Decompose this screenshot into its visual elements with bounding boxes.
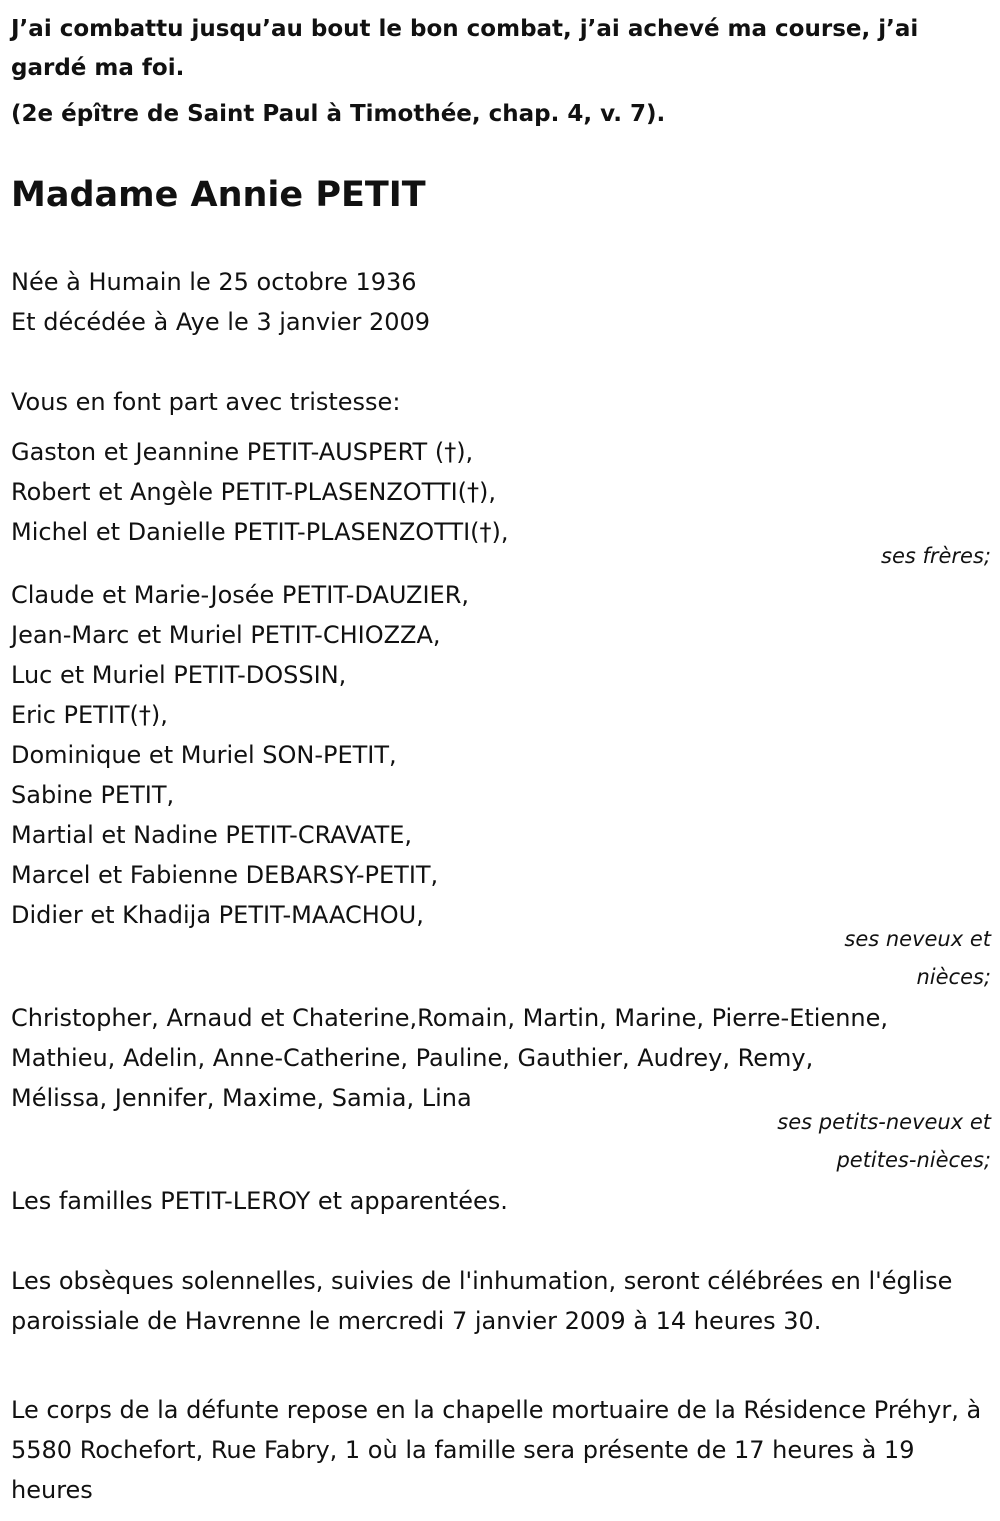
list-item: Robert et Angèle PETIT-PLASENZOTTI(†), (11, 478, 497, 506)
list-item: Jean-Marc et Muriel PETIT-CHIOZZA, (11, 621, 441, 649)
life-dates (11, 262, 430, 342)
list-item: Luc et Muriel PETIT-DOSSIN, (11, 661, 347, 689)
relation-line: petites-nièces; (836, 1148, 991, 1172)
siblings-list (11, 432, 509, 552)
relation-line: nièces; (916, 965, 991, 989)
epigraph-quote: J’ai combattu jusqu’au bout le bon combat, j’ai achevé ma course, j’ai gardé ma foi. (11, 16, 919, 81)
announcement-intro: Vous en font part avec tristesse: (11, 388, 401, 416)
list-item: Michel et Danielle PETIT-PLASENZOTTI(†), (11, 518, 509, 546)
birth-line: Née à Humain le 25 octobre 1936 (11, 268, 417, 296)
list-item: Mathieu, Adelin, Anne-Catherine, Pauline, Gauthier, Audrey, Remy, (11, 1044, 814, 1072)
list-item: Christopher, Arnaud et Chaterine,Romain, Martin, Marine, Pierre-Etienne, (11, 1004, 889, 1032)
siblings-relation: ses frères; (881, 544, 991, 568)
relation-line: ses petits-neveux et (777, 1110, 991, 1134)
list-item: Didier et Khadija PETIT-MAACHOU, (11, 901, 424, 929)
grandnephews-list (11, 998, 888, 1118)
funeral-ceremony: Les obsèques solennelles, suivies de l'inhumation, seront célébrées en l'église paroissiale de Havrenne le mercredi 7 janvier 2009 à 14 heures 30. (11, 1267, 953, 1335)
relation-line: ses neveux et (844, 927, 991, 951)
list-item: Claude et Marie-Josée PETIT-DAUZIER, (11, 581, 470, 609)
list-item: Martial et Nadine PETIT-CRAVATE, (11, 821, 413, 849)
list-item: Sabine PETIT, (11, 781, 175, 809)
list-item: Eric PETIT(†), (11, 701, 168, 729)
list-item: Marcel et Fabienne DEBARSY-PETIT, (11, 861, 439, 889)
grandnephews-relation (777, 1103, 991, 1179)
death-line: Et décédée à Aye le 3 janvier 2009 (11, 308, 431, 336)
nephews-relation (844, 920, 991, 996)
funeral-viewing: Le corps de la défunte repose en la chapelle mortuaire de la Résidence Préhyr, à 5580 Rochefort, Rue Fabry, 1 où la famille sera présente de 17 heures à 19 heures (11, 1396, 982, 1504)
epigraph-reference: (2e épître de Saint Paul à Timothée, chap. 4, v. 7). (11, 101, 666, 127)
nephews-list (11, 575, 469, 935)
list-item: Mélissa, Jennifer, Maxime, Samia, Lina (11, 1084, 472, 1112)
list-item: Dominique et Muriel SON-PETIT, (11, 741, 397, 769)
deceased-name: Madame Annie PETIT (11, 175, 426, 215)
list-item: Gaston et Jeannine PETIT-AUSPERT (†), (11, 438, 474, 466)
families-line: Les familles PETIT-LEROY et apparentées. (11, 1187, 508, 1215)
